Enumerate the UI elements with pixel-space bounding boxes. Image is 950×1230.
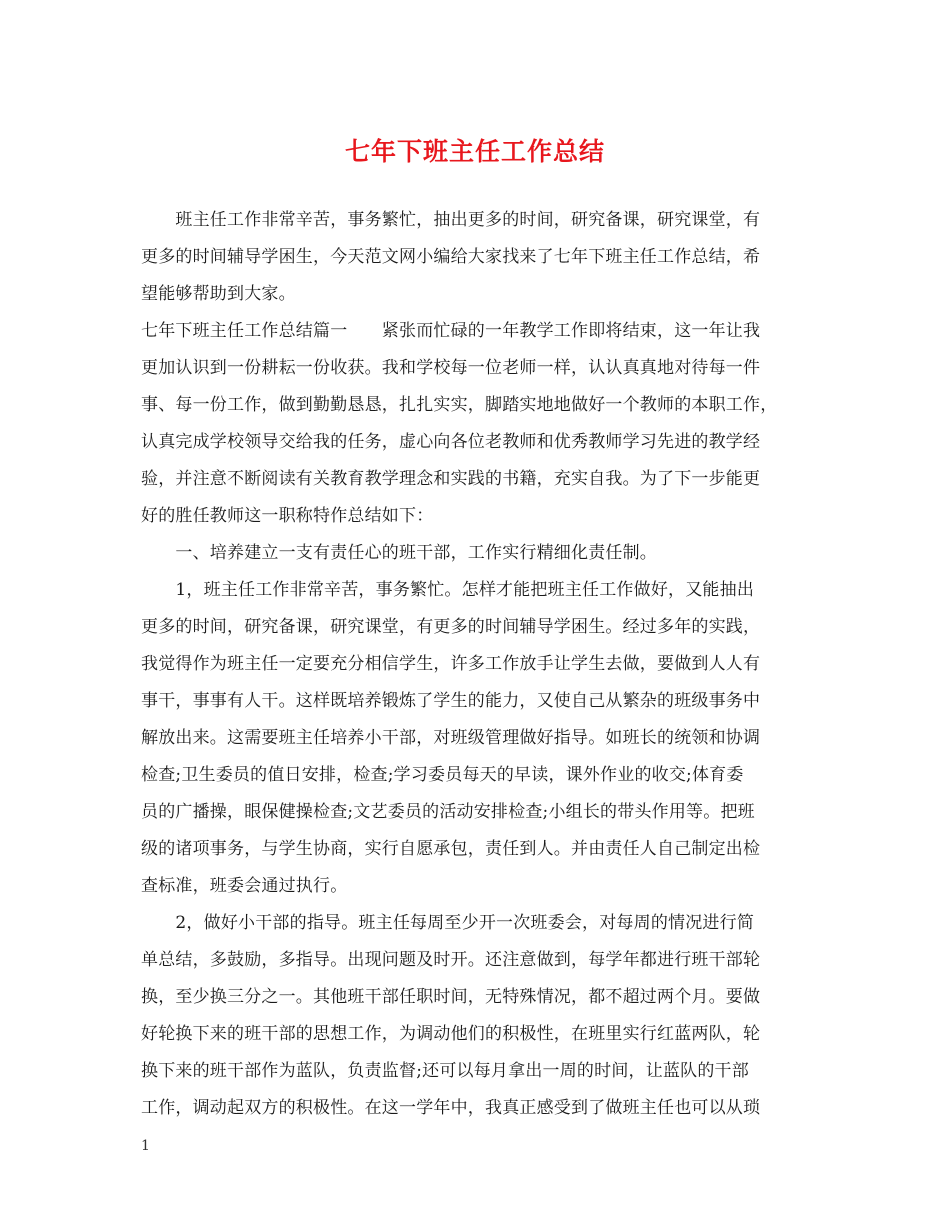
text-line: 换，至少换三分之一。其他班干部任职时间，无特殊情况，都不超过两个月。要做 — [141, 987, 761, 1007]
text-line: 望能够帮助到大家。 — [141, 284, 296, 304]
text-line: 查标准，班委会通过执行。 — [141, 876, 348, 896]
text-line: 1，班主任工作非常辛苦，事务繁忙。怎样才能把班主任工作做好，又能抽出 — [141, 580, 755, 600]
text-line: 验，并注意不断阅读有关教育教学理念和实践的书籍，充实自我。为了下一步能更 — [141, 469, 761, 489]
document-title: 七年下班主任工作总结 — [344, 137, 605, 166]
text-line: 解放出来。这需要班主任培养小干部，对班级管理做好指导。如班长的统领和协调 — [141, 728, 761, 748]
text-line: 好的胜任教师这一职称特作总结如下： — [141, 506, 434, 526]
text-line: 我觉得作为班主任一定要充分相信学生，许多工作放手让学生去做，要做到人人有 — [141, 654, 761, 674]
text-line: 检查;卫生委员的值日安排，检查;学习委员每天的早读，课外作业的收交;体育委 — [141, 765, 744, 785]
text-line: 事、每一份工作，做到勤勤恳恳，扎扎实实，脚踏实地地做好一个教师的本职工作， — [141, 395, 778, 415]
text-line: 单总结，多鼓励，多指导。出现问题及时开。还注意做到，每学年都进行班干部轮 — [141, 950, 761, 970]
text-line: 一、培养建立一支有责任心的班干部，工作实行精细化责任制。 — [141, 543, 657, 563]
text-line: 换下来的班干部作为蓝队，负责监督;还可以每月拿出一周的时间，让蓝队的干部 — [141, 1061, 749, 1081]
text-line: 更多的时间辅导学困生，今天范文网小编给大家找来了七年下班主任工作总结，希 — [141, 247, 761, 267]
text-line: 好轮换下来的班干部的思想工作，为调动他们的积极性，在班里实行红蓝两队，轮 — [141, 1024, 761, 1044]
text-line: 员的广播操，眼保健操检查;文艺委员的活动安排检查;小组长的带头作用等。把班 — [141, 802, 755, 822]
text-line: 班主任工作非常辛苦，事务繁忙，抽出更多的时间，研究备课，研究课堂，有 — [141, 210, 761, 230]
text-line: 工作，调动起双方的积极性。在这一学年中，我真正感受到了做班主任也可以从琐 — [141, 1098, 761, 1118]
text-line: 事干，事事有人干。这样既培养锻炼了学生的能力，又使自己从繁杂的班级事务中 — [141, 691, 761, 711]
text-line: 认真完成学校领导交给我的任务，虚心向各位老教师和优秀教师学习先进的教学经 — [141, 432, 761, 452]
text-line: 更加认识到一份耕耘一份收获。我和学校每一位老师一样，认认真真地对待每一件 — [141, 358, 761, 378]
text-line: 更多的时间，研究备课，研究课堂，有更多的时间辅导学困生。经过多年的实践， — [141, 617, 761, 637]
text-line: 级的诸项事务，与学生协商，实行自愿承包，责任到人。并由责任人自己制定出检 — [141, 839, 761, 859]
text-line: 七年下班主任工作总结篇一 紧张而忙碌的一年教学工作即将结束，这一年让我 — [141, 321, 761, 341]
text-line: 2，做好小干部的指导。班主任每周至少开一次班委会，对每周的情况进行简 — [141, 913, 755, 933]
page-number: 1 — [141, 1138, 150, 1154]
